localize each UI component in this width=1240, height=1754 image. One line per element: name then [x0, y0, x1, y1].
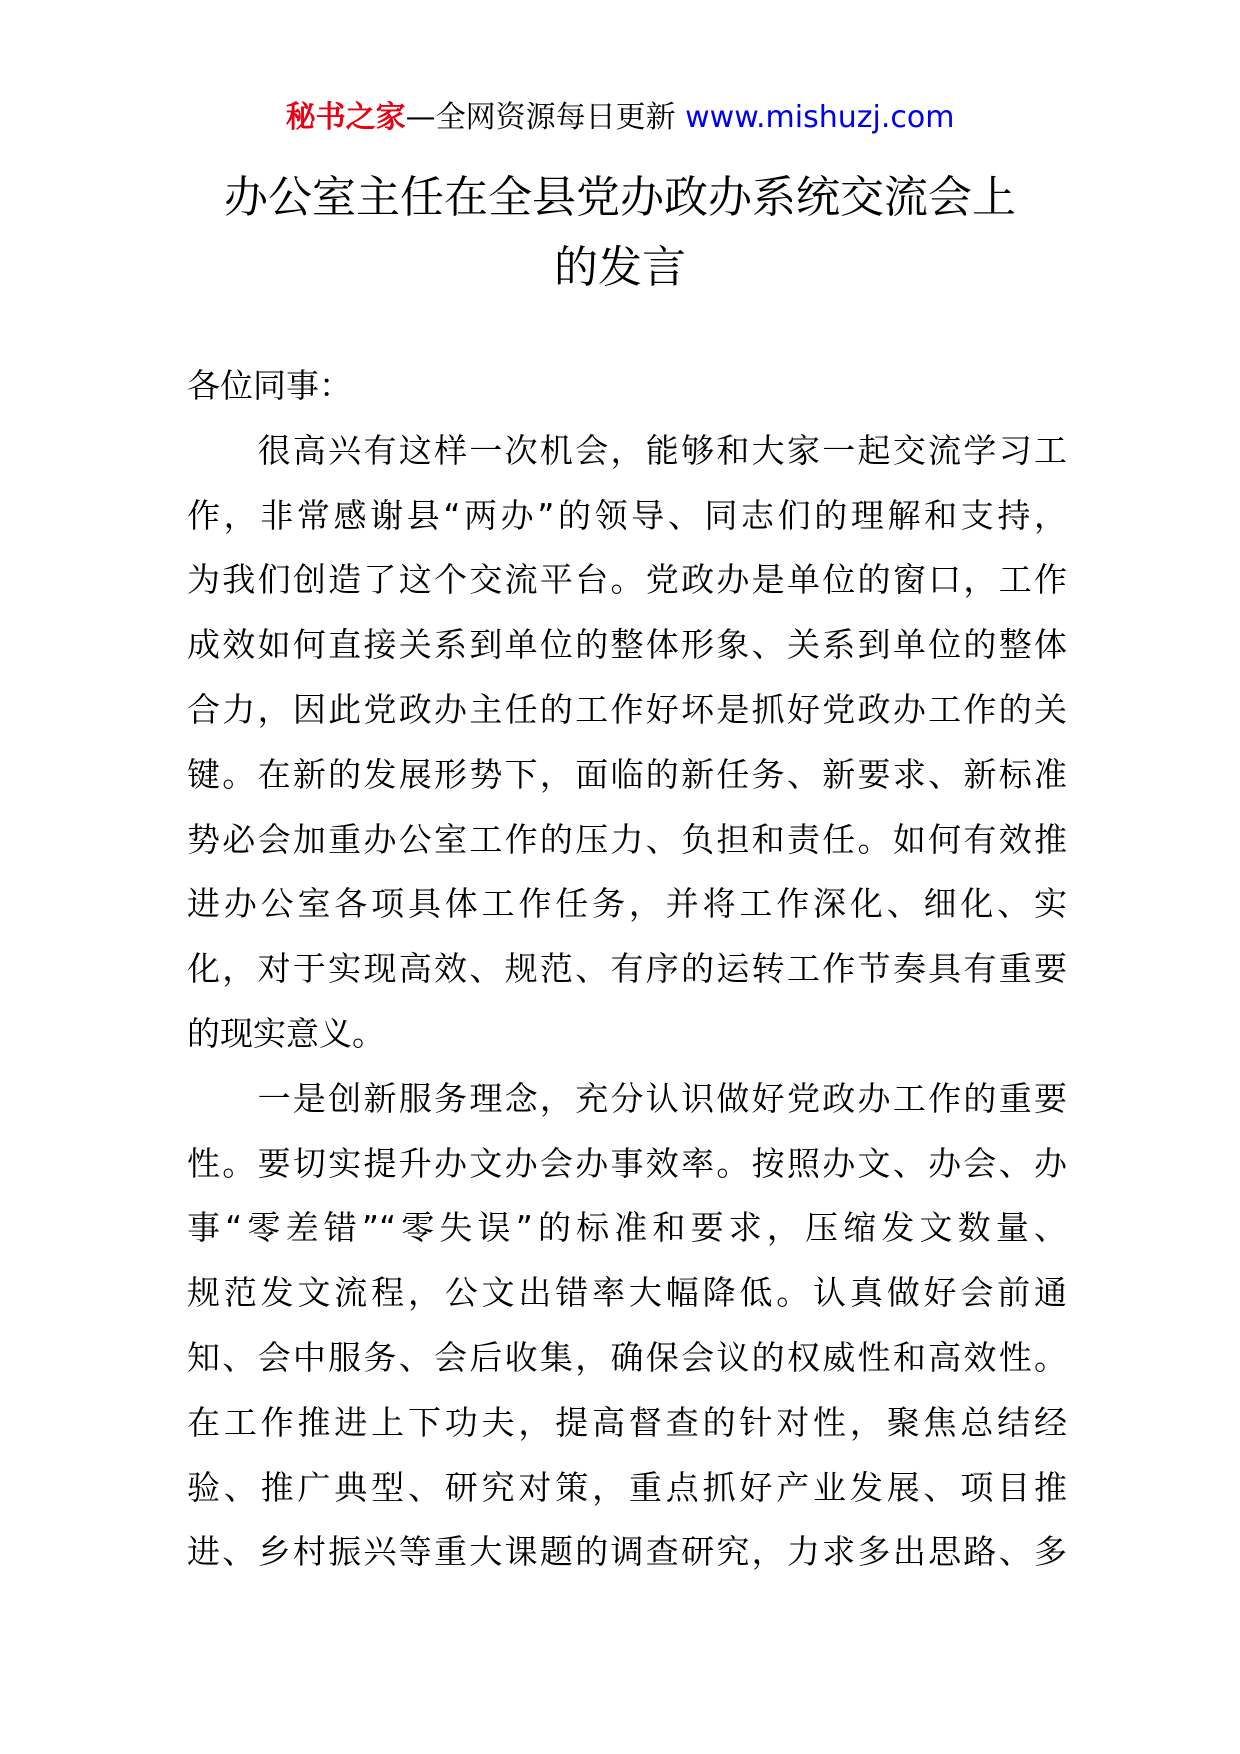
body-line: 验、推广典型、研究对策，重点抓好产业发展、项目推 [187, 1467, 1067, 1507]
document-title [150, 163, 1090, 303]
body-line: 的现实意义。 [187, 1013, 385, 1053]
body-line: 成效如何直接关系到单位的整体形象、关系到单位的整体 [187, 625, 1067, 665]
body-line: 作，非常感谢县“两办”的领导、同志们的理解和支持， [187, 495, 1067, 535]
body-line: 势必会加重办公室工作的压力、负担和责任。如何有效推 [187, 819, 1067, 859]
body-line: 知、会中服务、会后收集，确保会议的权威性和高效性。 [187, 1337, 1067, 1377]
body-line: 键。在新的发展形势下，面临的新任务、新要求、新标准 [187, 754, 1067, 794]
body-line: 合力，因此党政办主任的工作好坏是抓好党政办工作的关 [187, 689, 1067, 729]
body-line: 在工作推进上下功夫，提高督查的针对性，聚焦总结经 [187, 1402, 1067, 1442]
banner-slogan: —全网资源每日更新 [405, 100, 676, 135]
body-line: 很高兴有这样一次机会，能够和大家一起交流学习工 [187, 430, 1067, 470]
body-line: 性。要切实提升办文办会办事效率。按照办文、办会、办 [187, 1143, 1067, 1183]
title-line: 的发言 [554, 242, 686, 293]
body-line: 为我们创造了这个交流平台。党政办是单位的窗口，工作 [187, 560, 1067, 600]
salutation: 各位同事： [187, 366, 352, 405]
body-line: 一是创新服务理念，充分认识做好党政办工作的重要 [187, 1078, 1067, 1118]
document-body [187, 354, 1067, 1585]
brand-name: 秘书之家 [285, 100, 406, 135]
body-line: 进、乡村振兴等重大课题的调查研究，力求多出思路、多 [187, 1532, 1067, 1572]
body-line: 规范发文流程，公文出错率大幅降低。认真做好会前通 [187, 1273, 1067, 1313]
body-line: 进办公室各项具体工作任务，并将工作深化、细化、实 [187, 884, 1067, 924]
body-line: 化，对于实现高效、规范、有序的运转工作节奏具有重要 [187, 949, 1067, 989]
website-link[interactable]: www.mishuzj.com [685, 100, 955, 135]
source-banner [0, 98, 1240, 138]
body-line: 事“零差错”“零失误”的标准和要求，压缩发文数量、 [187, 1208, 1067, 1248]
title-line: 办公室主任在全县党办政办系统交流会上 [224, 172, 1016, 223]
